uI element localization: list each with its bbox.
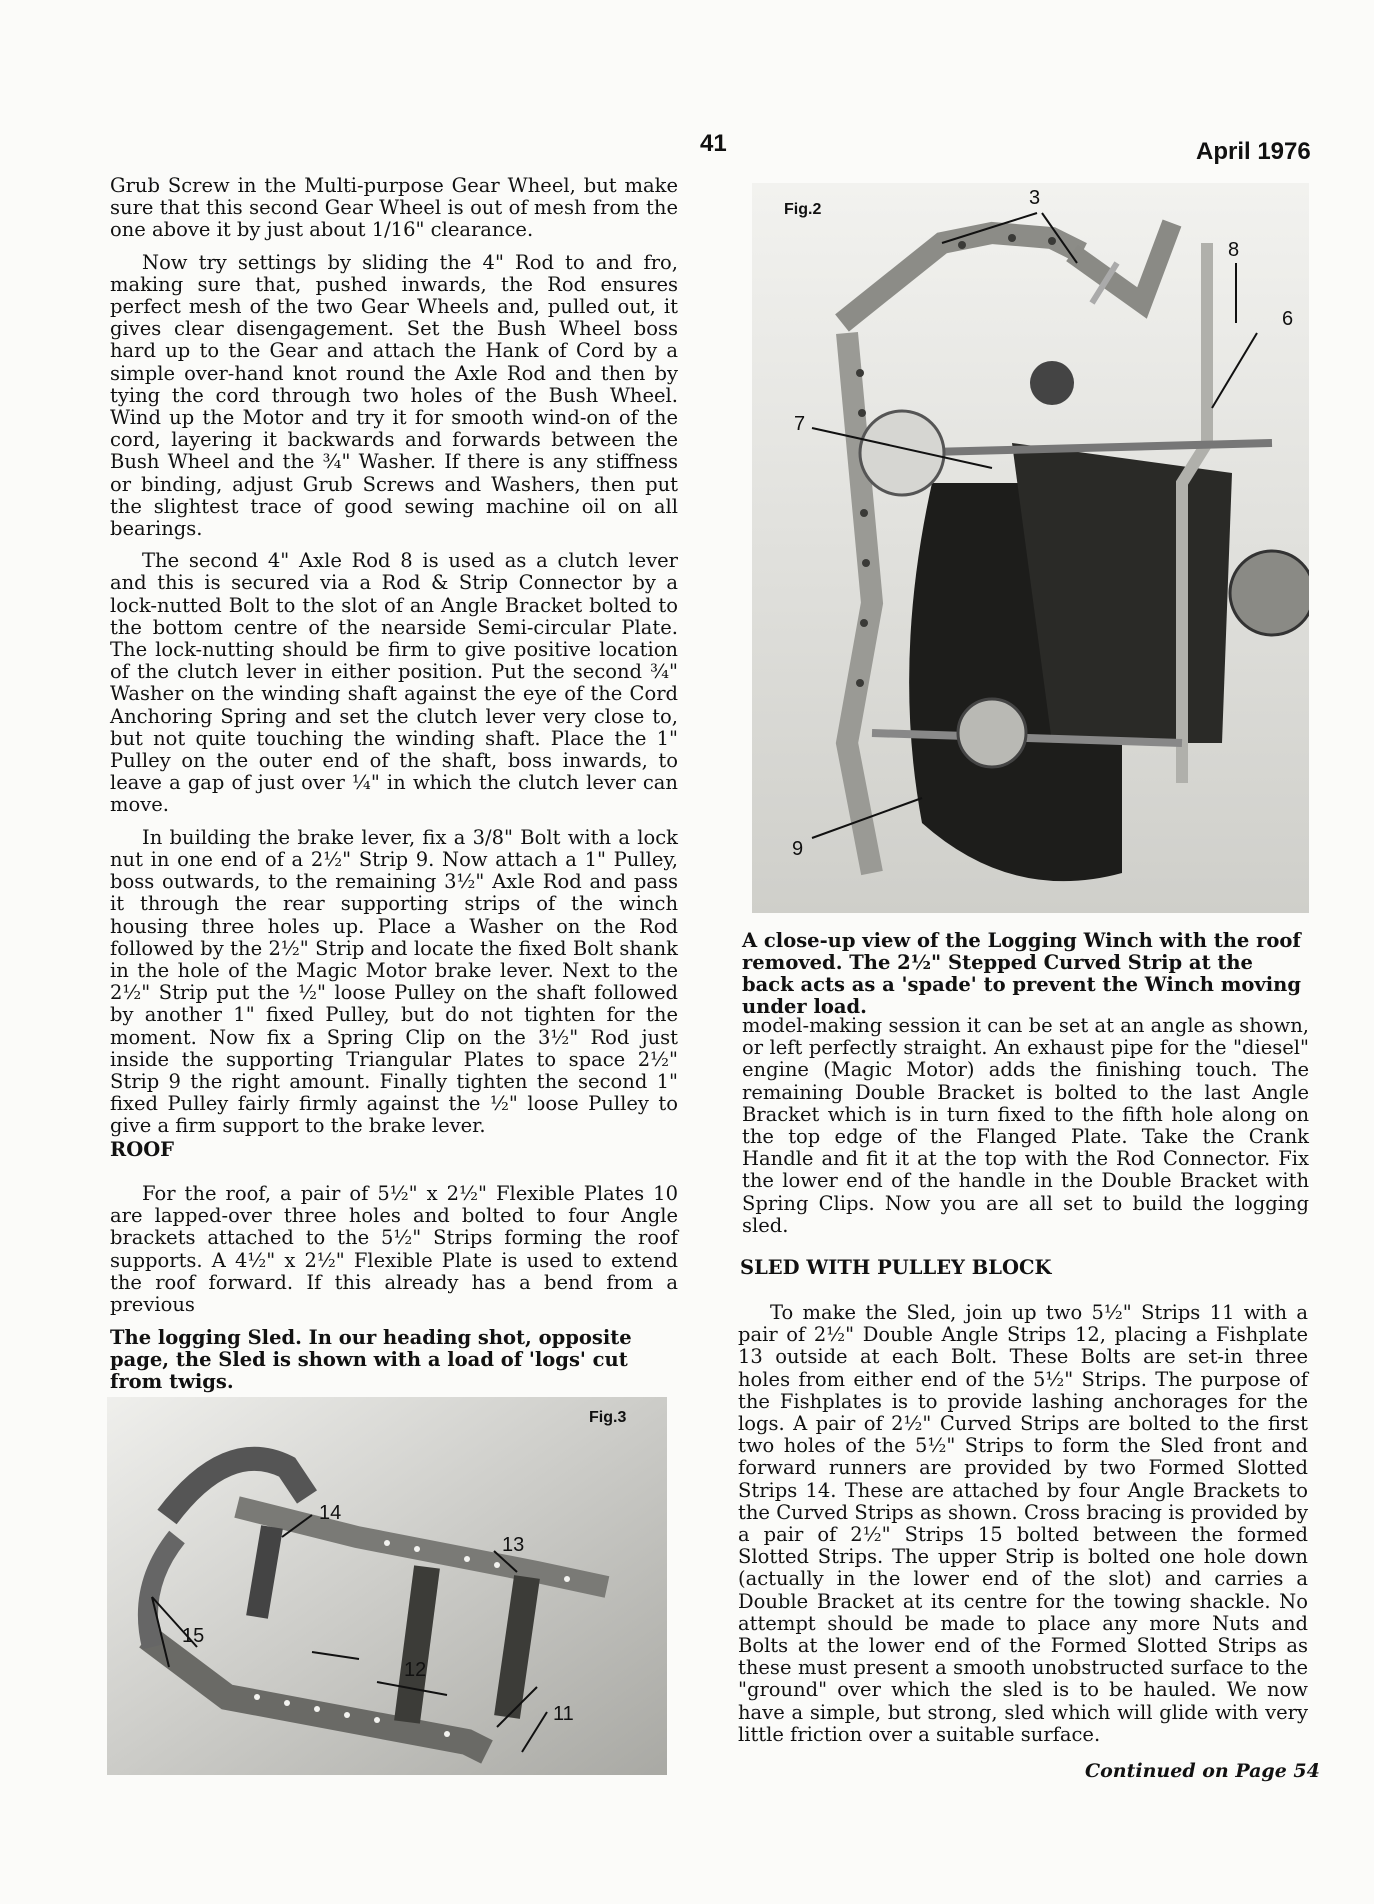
- figure-3-label: Fig.3: [589, 1409, 627, 1426]
- paragraph: For the roof, a pair of 5½" x 2½" Flexible Plates 10 are lapped-over three holes and bolted to four Angle brackets attached to the 5½" Strips forming the roof supports. A 4½" x 2½" Flexible Plate is used to extend the roof forward. If this already has a bend from a previous: [110, 1182, 678, 1317]
- roof-text: [110, 1183, 678, 1326]
- callout-7: 7: [794, 413, 806, 435]
- callout-13: 13: [502, 1534, 525, 1556]
- callout-8: 8: [1228, 239, 1240, 261]
- figure-3-caption: The logging Sled. In our heading shot, opposite page, the Sled is shown with a load of 'logs' cut from twigs.: [110, 1326, 632, 1393]
- figure-2-photo: [752, 183, 1309, 913]
- callout-12: 12: [404, 1659, 427, 1681]
- section-heading-roof: ROOF: [110, 1138, 175, 1161]
- paragraph: The second 4" Axle Rod 8 is used as a clutch lever and this is secured via a Rod & Strip Connector by a lock-nutted Bolt to the slot of an Angle Bracket bolted to the bottom centre of the nearside Semi-circular Plate. The lock-nutting should be firm to give positive location of the clutch lever in either position. Put the second ¾" Washer on the winding shaft against the eye of the Cord Anchoring Spring and set the clutch lever very close to, but not quite touching the winding shaft. Place the 1" Pulley on the outer end of the shaft, boss inwards, to leave a gap of just over ¼" in which the clutch lever can move.: [110, 549, 678, 817]
- figure-2-caption: A close-up view of the Logging Winch with the roof removed. The 2½" Stepped Curved Strip at the back acts as a 'spade' to prevent the Winch moving under load.: [742, 929, 1301, 1018]
- callout-11: 11: [553, 1703, 574, 1725]
- paragraph: model-making session it can be set at an angle as shown, or left perfectly straight. An exhaust pipe for the "diesel" engine (Magic Motor) adds the finishing touch. The remaining Double Bracket is bolted to the last Angle Bracket which is in turn fixed to the fifth hole along on the top edge of the Flanged Plate. Take the Crank Handle and fit it at the top with the Rod Connector. Fix the lower end of the handle in the Double Bracket with Spring Clips. Now you are all set to build the logging sled.: [742, 1014, 1309, 1237]
- right-column-text: [742, 1015, 1309, 1247]
- callout-14: 14: [319, 1502, 342, 1524]
- page-number: 41: [700, 130, 727, 157]
- sled-illustration: [107, 1397, 667, 1775]
- callout-15: 15: [182, 1625, 205, 1647]
- paragraph: Grub Screw in the Multi-purpose Gear Wheel, but make sure that this second Gear Wheel is out of mesh from the one above it by just about 1/16" clearance.: [110, 174, 678, 242]
- paragraph: To make the Sled, join up two 5½" Strips 11 with a pair of 2½" Double Angle Strips 12, placing a Fishplate 13 outside at each Bolt. These Bolts are set-in three holes from either end of the 5½" Strips. The purpose of the Fishplates is to provide lashing anchorages for the logs. A pair of 2½" Curved Strips are bolted to the first two holes of the 5½" Strips to form the Sled front and forward runners are provided by two Formed Slotted Strips 14. These are attached by four Angle Brackets to the Curved Strips as shown. Cross bracing is provided by a pair of 2½" Strips 15 bolted between the formed Slotted Strips. The upper Strip is bolted one hole down (actually in the lower end of the slot) and carries a Double Bracket at its centre for the towing shackle. No attempt should be made to place any more Nuts and Bolts at the lower end of the Formed Slotted Strips as these must present a smooth unobstructed surface to the "ground" over which the sled is to be hauled. We now have a simple, but strong, sled which will glide with very little friction over a suitable surface.: [738, 1301, 1308, 1746]
- callout-3: 3: [1029, 187, 1041, 209]
- callout-6: 6: [1282, 308, 1294, 330]
- sled-text: [738, 1302, 1308, 1756]
- paragraph: In building the brake lever, fix a 3/8" Bolt with a lock nut in one end of a 2½" Strip 9. Now attach a 1" Pulley, boss outwards, to the remaining 3½" Axle Rod and pass it through the rear supporting strips of the winch housing three holes up. Place a Washer on the Rod followed by the 2½" Strip and locate the fixed Bolt shank in the hole of the Magic Motor brake lever. Next to the 2½" Strip put the ½" loose Pulley on the shaft followed by another 1" fixed Pulley, but do not tighten for the moment. Now fix a Spring Clip on the 3½" Rod just inside the supporting Triangular Plates to space 2½" Strip 9 the right amount. Finally tighten the second 1" fixed Pulley fairly firmly against the ½" loose Pulley to give a firm support to the brake lever.: [110, 825, 678, 1138]
- figure-3-photo: [107, 1397, 667, 1775]
- section-heading-sled: SLED WITH PULLEY BLOCK: [740, 1256, 1052, 1279]
- left-column: [110, 175, 678, 1148]
- winch-illustration: [752, 183, 1309, 913]
- figure-2-label: Fig.2: [784, 201, 822, 218]
- continued-note: Continued on Page 54: [1085, 1760, 1320, 1782]
- paragraph: Now try settings by sliding the 4" Rod to and fro, making sure that, pushed inwards, the Rod ensures perfect mesh of the two Gear Wheels and, pulled out, it gives clear disengagement. Set the Bush Wheel boss hard up to the Gear and attach the Hank of Cord by a simple over-hand knot round the Axle Rod and then by tying the cord through two holes of the Bush Wheel. Wind up the Motor and try it for smooth wind-on of the cord, layering it backwards and forwards between the Bush Wheel and the ¾" Washer. If there is any stiffness or binding, adjust Grub Screws and Washers, then put the slightest trace of good sewing machine oil on all bearings.: [110, 250, 678, 541]
- issue-date: April 1976: [1196, 138, 1311, 165]
- callout-9: 9: [792, 838, 804, 860]
